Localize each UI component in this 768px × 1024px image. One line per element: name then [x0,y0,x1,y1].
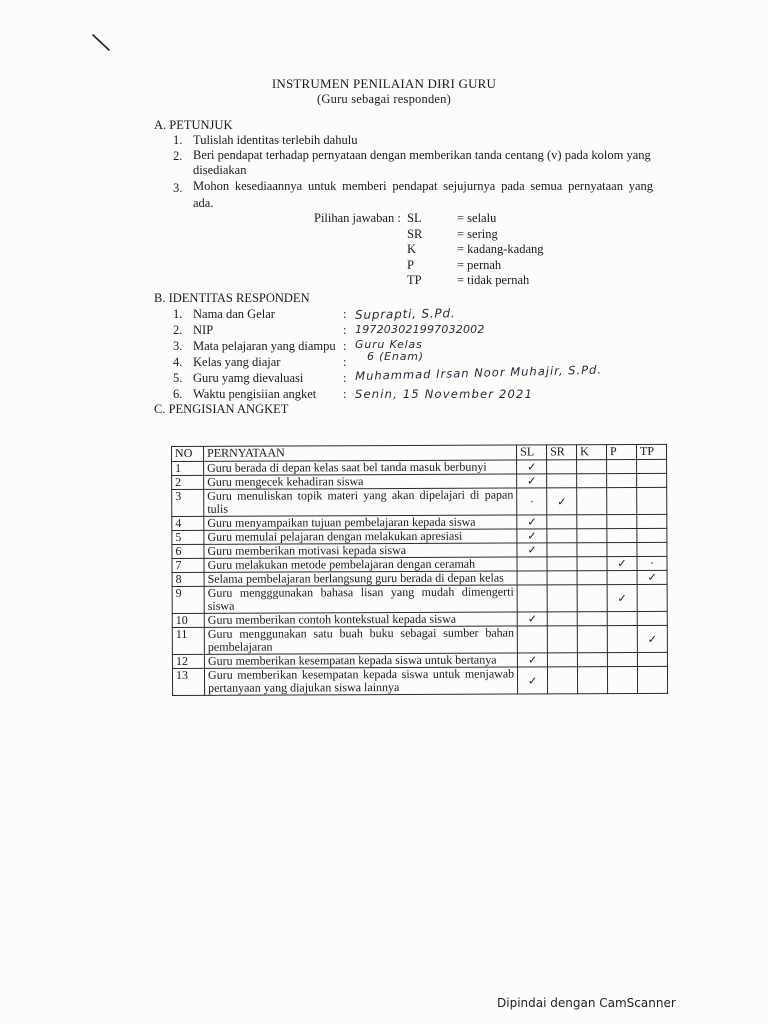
instruction-1-number: 1. [173,133,183,147]
column-header-k: K [577,445,607,460]
identity-number: 2. [173,323,183,337]
identity-label: Nama dan Gelar [193,307,275,321]
instruction-2-line2: disediakan [193,163,247,177]
check-cell-tp: · [637,556,667,570]
questionnaire-table [171,444,668,696]
column-header-sl: SL [517,445,547,460]
instruction-2-number: 2. [173,149,183,163]
choice-code-k: K [407,242,417,256]
check-cell-tp [637,459,667,473]
table-row [172,666,667,695]
questionnaire-table-body [172,459,668,695]
check-cell-sr [548,667,578,694]
check-cell-sr [547,571,577,585]
check-cell-p: ✓ [607,556,637,570]
check-cell-sr [547,612,577,626]
identity-colon: : [343,307,347,321]
choice-code-sl: SL [407,211,422,225]
identity-colon: : [343,387,347,401]
check-cell-k [577,529,607,543]
identity-colon: : [343,339,347,353]
check-cell-tp [637,666,667,693]
check-cell-p: ✓ [607,584,637,611]
document-subtitle: (Guru sebagai responden) [317,92,451,106]
check-cell-tp [637,487,667,514]
check-cell-tp [637,473,667,487]
row-statement: Guru memberikan contoh kontekstual kepada siswa [204,612,517,627]
identity-value-handwritten: 197203021997032002 [355,323,485,336]
choice-meaning-p: = pernah [457,258,502,272]
row-number: 10 [172,613,204,627]
identity-row-nip [173,323,485,339]
identity-number: 4. [173,355,183,369]
instruction-3-line2: ada. [193,196,214,210]
row-number: 3 [172,489,204,516]
identity-value-handwritten: Guru Kelas [355,338,423,351]
check-cell-sl: · [517,488,547,515]
check-cell-p [607,528,637,542]
row-statement: Guru mengecek kehadiran siswa [204,474,517,489]
instruction-1-text: Tulislah identitas terlebih dahulu [193,133,358,147]
check-cell-tp [637,584,667,611]
row-statement: Guru memberikan motivasi kepada siswa [204,543,517,558]
check-cell-sl: ✓ [517,612,547,626]
row-number: 4 [172,516,204,530]
row-number: 2 [172,475,204,489]
check-cell-sr [547,585,577,612]
check-cell-p [607,570,637,584]
check-cell-k [577,543,607,557]
check-cell-tp [637,528,667,542]
identity-value-handwritten: Suprapti, S.Pd. [354,306,456,322]
check-cell-p [607,459,637,473]
check-cell-p [607,625,637,652]
check-cell-tp [637,542,667,556]
row-statement: Guru menyampaikan tujuan pembelajaran kepada siswa [204,515,517,530]
row-statement: Guru menggunakan satu buah buku sebagai sumber bahan pembelajaran [204,626,517,654]
check-cell-sr [547,515,577,529]
check-cell-tp: ✓ [637,625,667,652]
check-cell-k [577,626,607,653]
check-cell-sl [517,626,547,653]
row-statement: Selama pembelajaran berlangsung guru berada di depan kelas [204,571,517,586]
identity-number: 5. [173,371,183,385]
check-cell-sl: ✓ [517,543,547,557]
instruction-3-line1: Mohon kesediaannya untuk memberi pendapat sejujurnya pada semua pernyataan yang [193,179,653,193]
row-number: 11 [172,627,204,654]
row-number: 7 [172,558,204,572]
choice-meaning-tp: = tidak pernah [457,273,530,287]
section-b-heading: B. IDENTITAS RESPONDEN [154,291,310,305]
check-cell-p [607,487,637,514]
check-cell-p [607,542,637,556]
check-cell-sr [547,460,577,474]
check-cell-k [577,474,607,488]
check-cell-sl: ✓ [517,474,547,488]
row-statement: Guru berada di depan kelas saat bel tanda masuk berbunyi [204,460,517,475]
identity-colon: : [343,323,347,337]
check-cell-k [577,571,607,585]
check-cell-sr [547,626,577,653]
check-cell-k [577,612,607,626]
choice-meaning-sl: = selalu [457,211,497,225]
check-cell-k [577,460,607,474]
check-cell-tp [637,611,667,625]
check-cell-sr [547,474,577,488]
check-cell-sl: ✓ [518,653,548,667]
column-header-p: P [606,444,636,459]
check-cell-sr [547,653,577,667]
identity-label: Guru yamg dievaluasi [193,371,304,385]
row-number: 13 [172,668,204,695]
row-statement: Guru memberikan kesempatan kepada siswa untuk bertanya [204,653,517,668]
identity-colon: : [343,355,347,369]
row-statement: Guru mengggunakan bahasa lisan yang mudah dimengerti siswa [204,585,517,613]
answer-choices-label: Pilihan jawaban : [314,211,401,225]
pen-stroke-mark [92,34,110,52]
section-c-heading: C. PENGISIAN ANGKET [154,402,289,416]
check-cell-tp: ✓ [637,570,667,584]
check-cell-tp [637,514,667,528]
identity-colon: : [343,371,347,385]
check-cell-k [577,515,607,529]
identity-label: Waktu pengisiian angket [193,387,317,401]
check-cell-sl: ✓ [517,460,547,474]
check-cell-sl [517,571,547,585]
row-number: 12 [172,654,204,668]
identity-number: 1. [173,307,183,321]
check-cell-sl: ✓ [517,515,547,529]
column-header-tp: TP [636,444,666,459]
check-cell-k [578,667,608,694]
identity-label: Mata pelajaran yang diampu [193,339,336,353]
row-statement: Guru memulai pelajaran dengan melakukan apresiasi [204,529,517,544]
instruction-3-number: 3. [173,181,183,195]
check-cell-p [607,611,637,625]
check-cell-sr [547,557,577,571]
table-row [172,625,667,654]
row-statement: Guru melakukan metode pembelajaran dengan ceramah [204,557,517,572]
check-cell-tp [637,652,667,666]
check-cell-sl: ✓ [517,529,547,543]
identity-value-handwritten: 6 (Enam) [367,350,424,363]
identity-label: Kelas yang diajar [193,355,281,369]
identity-number: 3. [173,339,183,353]
identity-row-class [173,350,424,371]
check-cell-p [607,652,637,666]
row-number: 1 [172,461,204,475]
identity-row-name [173,306,456,323]
camscanner-watermark: Dipindai dengan CamScanner [497,996,676,1010]
choice-code-tp: TP [407,273,422,287]
choice-code-sr: SR [407,227,423,241]
row-statement: Guru memberikan kesempatan kepada siswa untuk menjawab pertanyaan yang diajukan siswa lainnya [205,667,518,695]
choice-meaning-k: = kadang-kadang [457,242,544,256]
check-cell-k [577,653,607,667]
section-a-heading: A. PETUNJUK [154,118,233,132]
check-cell-sl [517,557,547,571]
row-number: 5 [172,530,204,544]
choice-meaning-sr: = sering [457,227,498,241]
check-cell-sr [547,529,577,543]
check-cell-k [577,557,607,571]
identity-label: NIP [193,323,214,337]
choice-code-p: P [407,258,414,272]
check-cell-sl [517,585,547,612]
check-cell-sr: ✓ [547,488,577,515]
table-row [172,487,667,516]
column-header-no: NO [172,446,204,461]
check-cell-sr [547,543,577,557]
check-cell-sl: ✓ [518,667,548,694]
check-cell-p [607,666,637,693]
row-number: 9 [172,586,204,613]
identity-number: 6. [173,387,183,401]
column-header-statement: PERNYATAAN [204,445,517,461]
document-title: INSTRUMEN PENILAIAN DIRI GURU [271,76,497,91]
check-cell-p [607,514,637,528]
check-cell-k [577,488,607,515]
table-row [172,584,667,613]
check-cell-p [607,473,637,487]
identity-value-handwritten: Muhammad Irsan Noor Muhajir, S.Pd. [355,362,603,383]
row-number: 8 [172,572,204,586]
column-header-sr: SR [547,445,577,460]
instruction-2-line1: Beri pendapat terhadap pernyataan dengan memberikan tanda centang (v) pada kolom yang [193,148,651,162]
identity-row-fill-time [173,387,534,403]
row-statement: Guru menuliskan topik materi yang akan dipelajari di papan tulis [204,488,517,516]
identity-value-handwritten: Senin, 15 November 2021 [355,387,534,401]
check-cell-k [577,585,607,612]
identity-row-subject [173,338,423,355]
row-number: 6 [172,544,204,558]
